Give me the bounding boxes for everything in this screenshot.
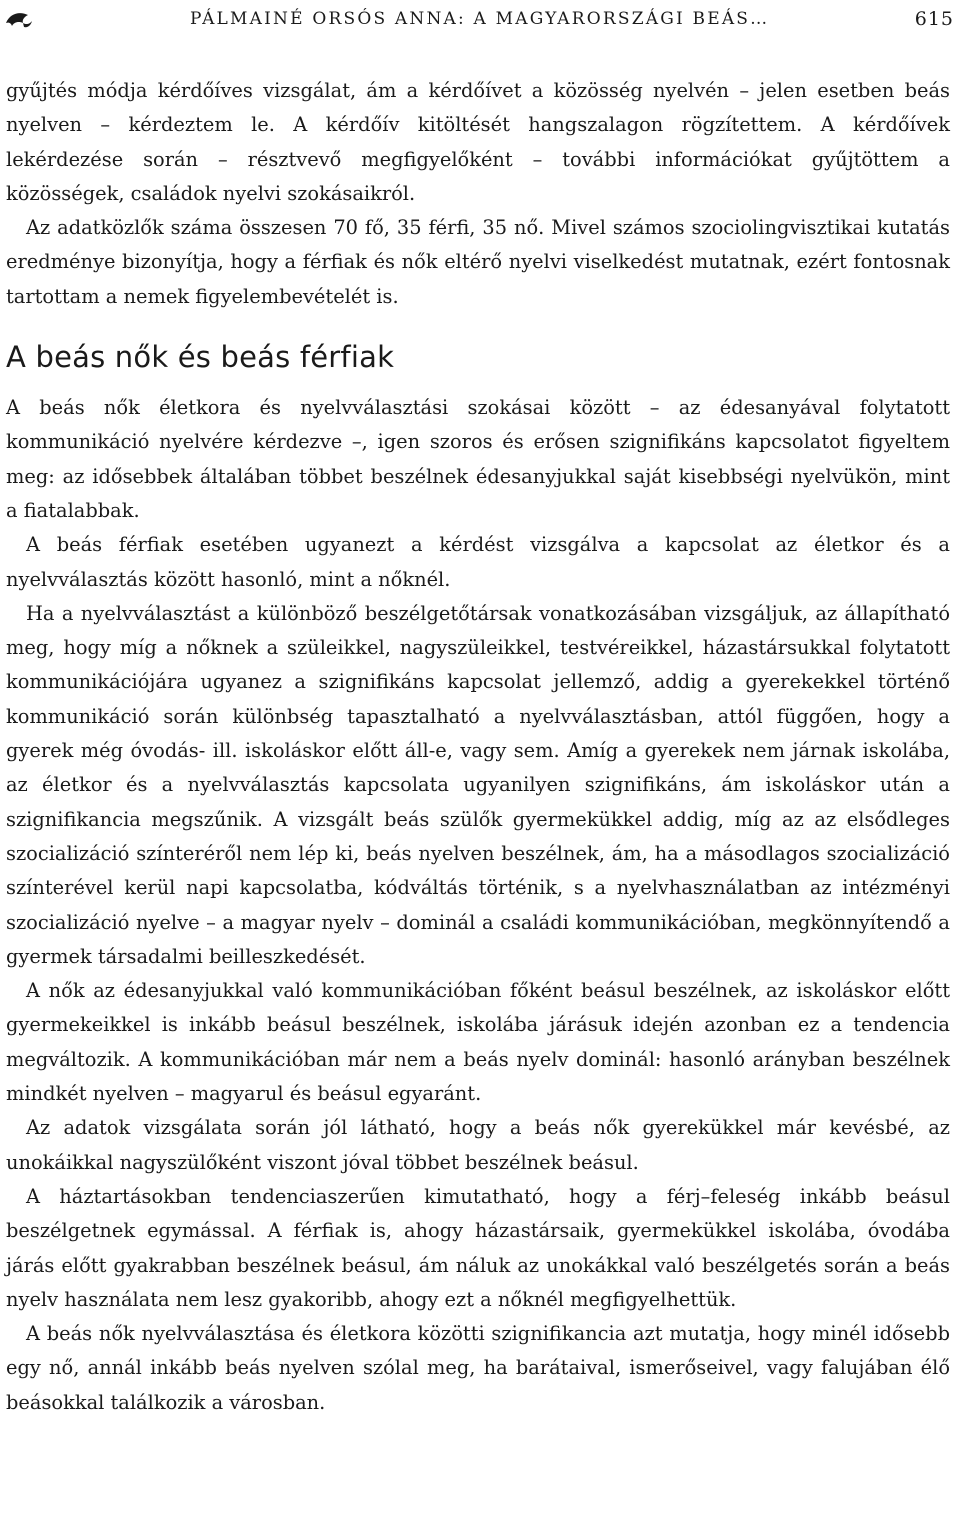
paragraph: A beás férfiak esetében ugyanezt a kérdést vizsgálva a kapcsolat az életkor és a nyelvválasztás között hasonló, mint a nőknél. — [6, 533, 950, 591]
section-heading: A beás nők és beás férfiak — [6, 340, 395, 375]
document-page — [6, 0, 954, 1523]
body-text — [6, 74, 950, 1420]
running-title: PÁLMAINÉ ORSÓS ANNA: A MAGYARORSZÁGI BEÁS… — [190, 9, 770, 29]
paragraph: A beás nők nyelvválasztása és életkora közötti szignifikancia azt mutatja, hogy minél idősebb egy nő, annál inkább beás nyelven szólal meg, ha barátaival, ismerőseivel, vagy falujában élő beásokkal találkozik a városban. — [6, 1322, 950, 1414]
paragraph: Az adatok vizsgálata során jól látható, hogy a beás nők gyerekükkel már kevésbé, az unokáikkal nagyszülőként viszont jóval többet beszélnek beásul. — [6, 1116, 950, 1174]
page-number: 615 — [914, 8, 954, 30]
running-header — [6, 0, 954, 40]
paragraph: A nők az édesanyjukkal való kommunikációban főként beásul beszélnek, az iskoláskor előtt gyermekeikkel is inkább beásul beszélnek, iskolába járásuk idején azonban ez a tendencia megváltozik. A kommunikációban már nem a beás nyelv dominál: hasonló arányban beszélnek mindkét nyelven – magyarul és beásul egyaránt. — [6, 979, 950, 1106]
paragraph: Ha a nyelvválasztást a különböző beszélgetőtársak vonatkozásában vizsgáljuk, az állapítható meg, hogy míg a nőknek a szüleikkel, nagyszüleikkel, testvéreikkel, házastársukkal folytatott kommunikációjára ugyanez a szignifikáns kapcsolat jellemző, addig a gyerekekkel történő kommunikáció során különbség tapasztalható a nyelvválasztásban, attól függően, hogy a gyerek még óvodás- ill. iskoláskor előtt áll-e, vagy sem. Amíg a gyerekek nem járnak iskolába, az életkor és a nyelvválasztás kapcsolata ugyanilyen szignifikáns, ám iskoláskor után a szignifikancia megszűnik. A vizsgált beás szülők gyermekükkel addig, míg az az elsődleges szocializáció színteréről nem lép ki, beás nyelven beszélnek, ám, ha a másodlagos szocializáció színterével kerül napi kapcsolatba, kódváltás történik, s a nyelvhasználatban az intézményi szocializáció nyelve – a magyar nyelv – dominál a családi kommunikációban, megkönnyítendő a gyermek társadalmi beilleszkedését. — [6, 601, 950, 968]
hedera-leaf-icon — [4, 9, 34, 33]
paragraph-intro-2: Az adatközlők száma összesen 70 fő, 35 férfi, 35 nő. Mivel számos szociolingvisztikai kutatás eredménye bizonyítja, hogy a férfiak és nők eltérő nyelvi viselkedést mutatnak, ezért fontosnak tartottam a nemek figyelembevételét is. — [6, 216, 950, 308]
paragraph-intro-1: gyűjtés módja kérdőíves vizsgálat, ám a kérdőívet a közösség nyelvén – jelen esetben beás nyelven – kérdeztem le. A kérdőív kitöltését hangszalagon rögzítettem. A kérdőívek lekérdezése során – résztvevő megfigyelőként – további információkat gyűjtöttem a közösségek, családok nyelvi szokásaikról. — [6, 79, 950, 205]
paragraph: A háztartásokban tendenciaszerűen kimutatható, hogy a férj–feleség inkább beásul beszélgetnek egymással. A férfiak is, ahogy házastársaik, gyermekükkel iskolába, óvodába járás előtt gyakrabban beszélnek beásul, ám náluk az unokákkal való beszélgetés során a beás nyelv használata nem lesz gyakoribb, ahogy ezt a nőknél megfigyelhettük. — [6, 1184, 950, 1311]
paragraph: A beás nők életkora és nyelvválasztási szokásai között – az édesanyával folytatott kommunikáció nyelvére kérdezve –, igen szoros és erősen szignifikáns kapcsolatot figyeltem meg: az idősebbek általában többet beszélnek édesanyjukkal saját kisebbségi nyelvükön, mint a fiatalabbak. — [6, 396, 950, 522]
